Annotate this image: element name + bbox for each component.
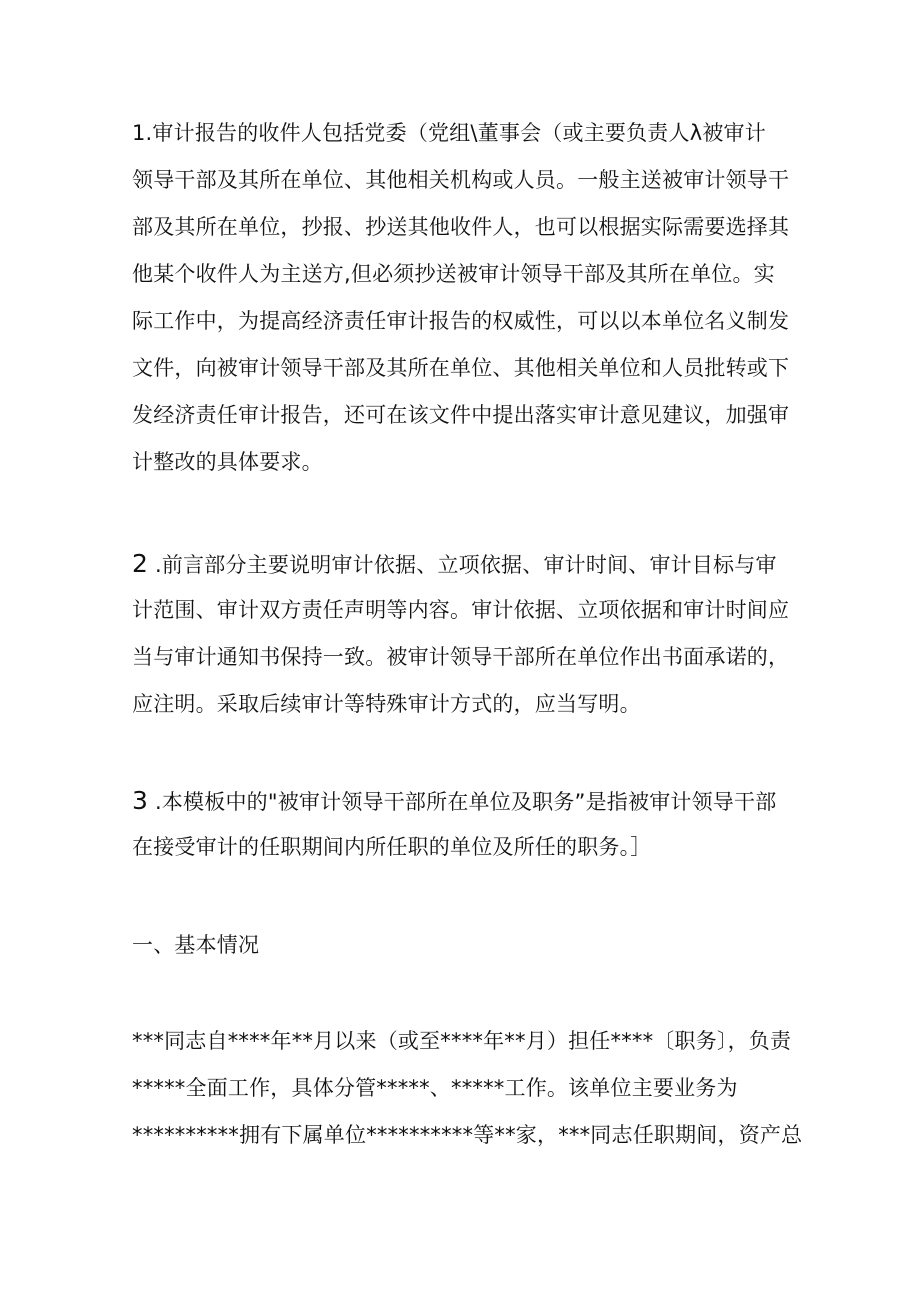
text-line: ***同志自****年**月以来（或至****年**月）担任****〔职务〕，负责 (132, 1029, 792, 1053)
text-line: *****全面工作，具体分管*****、*****工作。该单位主要业务为 (132, 1076, 738, 1100)
note-number: 3 (132, 786, 149, 815)
text-line: 1.审计报告的收件人包括党委（党组\董事会（或主要负责人λ被审计 (132, 121, 766, 145)
text-line: 部及其所在单位，抄报、抄送其他收件人，也可以根据实际需要选择其 (132, 215, 790, 239)
text-line: **********拥有下属单位**********等**家，***同志任职期间，资产总 (132, 1123, 802, 1147)
text-line: 在接受审计的任职期间内所任职的单位及所任的职务。］ (132, 835, 652, 859)
note-text: .本模板中的"被审计领导干部所在单位及职务”是指被审计领导干部 (148, 790, 777, 814)
section-heading: 一、基本情况 (132, 933, 260, 957)
note-number: 2 (132, 549, 149, 578)
note-3-paragraph (132, 777, 802, 871)
text-line: 领导干部及其所在单位、其他相关机构或人员。一般主送被审计领导干 (132, 168, 790, 192)
text-line: 文件，向被审计领导干部及其所在单位、其他相关单位和人员批转或下 (132, 356, 790, 380)
text-line: 当与审计通知书保持一致。被审计领导干部所在单位作出书面承诺的， (132, 645, 790, 669)
note-2-paragraph (132, 540, 802, 728)
note-1-paragraph (132, 110, 802, 486)
note-text: .前言部分主要说明审计依据、立项依据、审计时间、审计目标与审 (148, 553, 777, 577)
text-line: 他某个收件人为主送方,但必须抄送被审计领导干部及其所在单位。实 (132, 262, 775, 286)
text-line: 计范围、审计双方责任声明等内容。审计依据、立项依据和审计时间应 (132, 598, 790, 622)
text-line (132, 777, 802, 824)
text-line: 际工作中，为提高经济责任审计报告的权威性，可以以本单位名义制发 (132, 309, 790, 333)
text-line: 计整改的具体要求。 (132, 450, 323, 474)
text-line (132, 540, 802, 587)
section-heading-block (132, 922, 802, 969)
basic-info-paragraph (132, 1018, 802, 1159)
text-line: 应注明。采取后续审计等特殊审计方式的，应当写明。 (132, 692, 641, 716)
text-line: 发经济责任审计报告，还可在该文件中提出落实审计意见建议，加强审 (132, 403, 790, 427)
